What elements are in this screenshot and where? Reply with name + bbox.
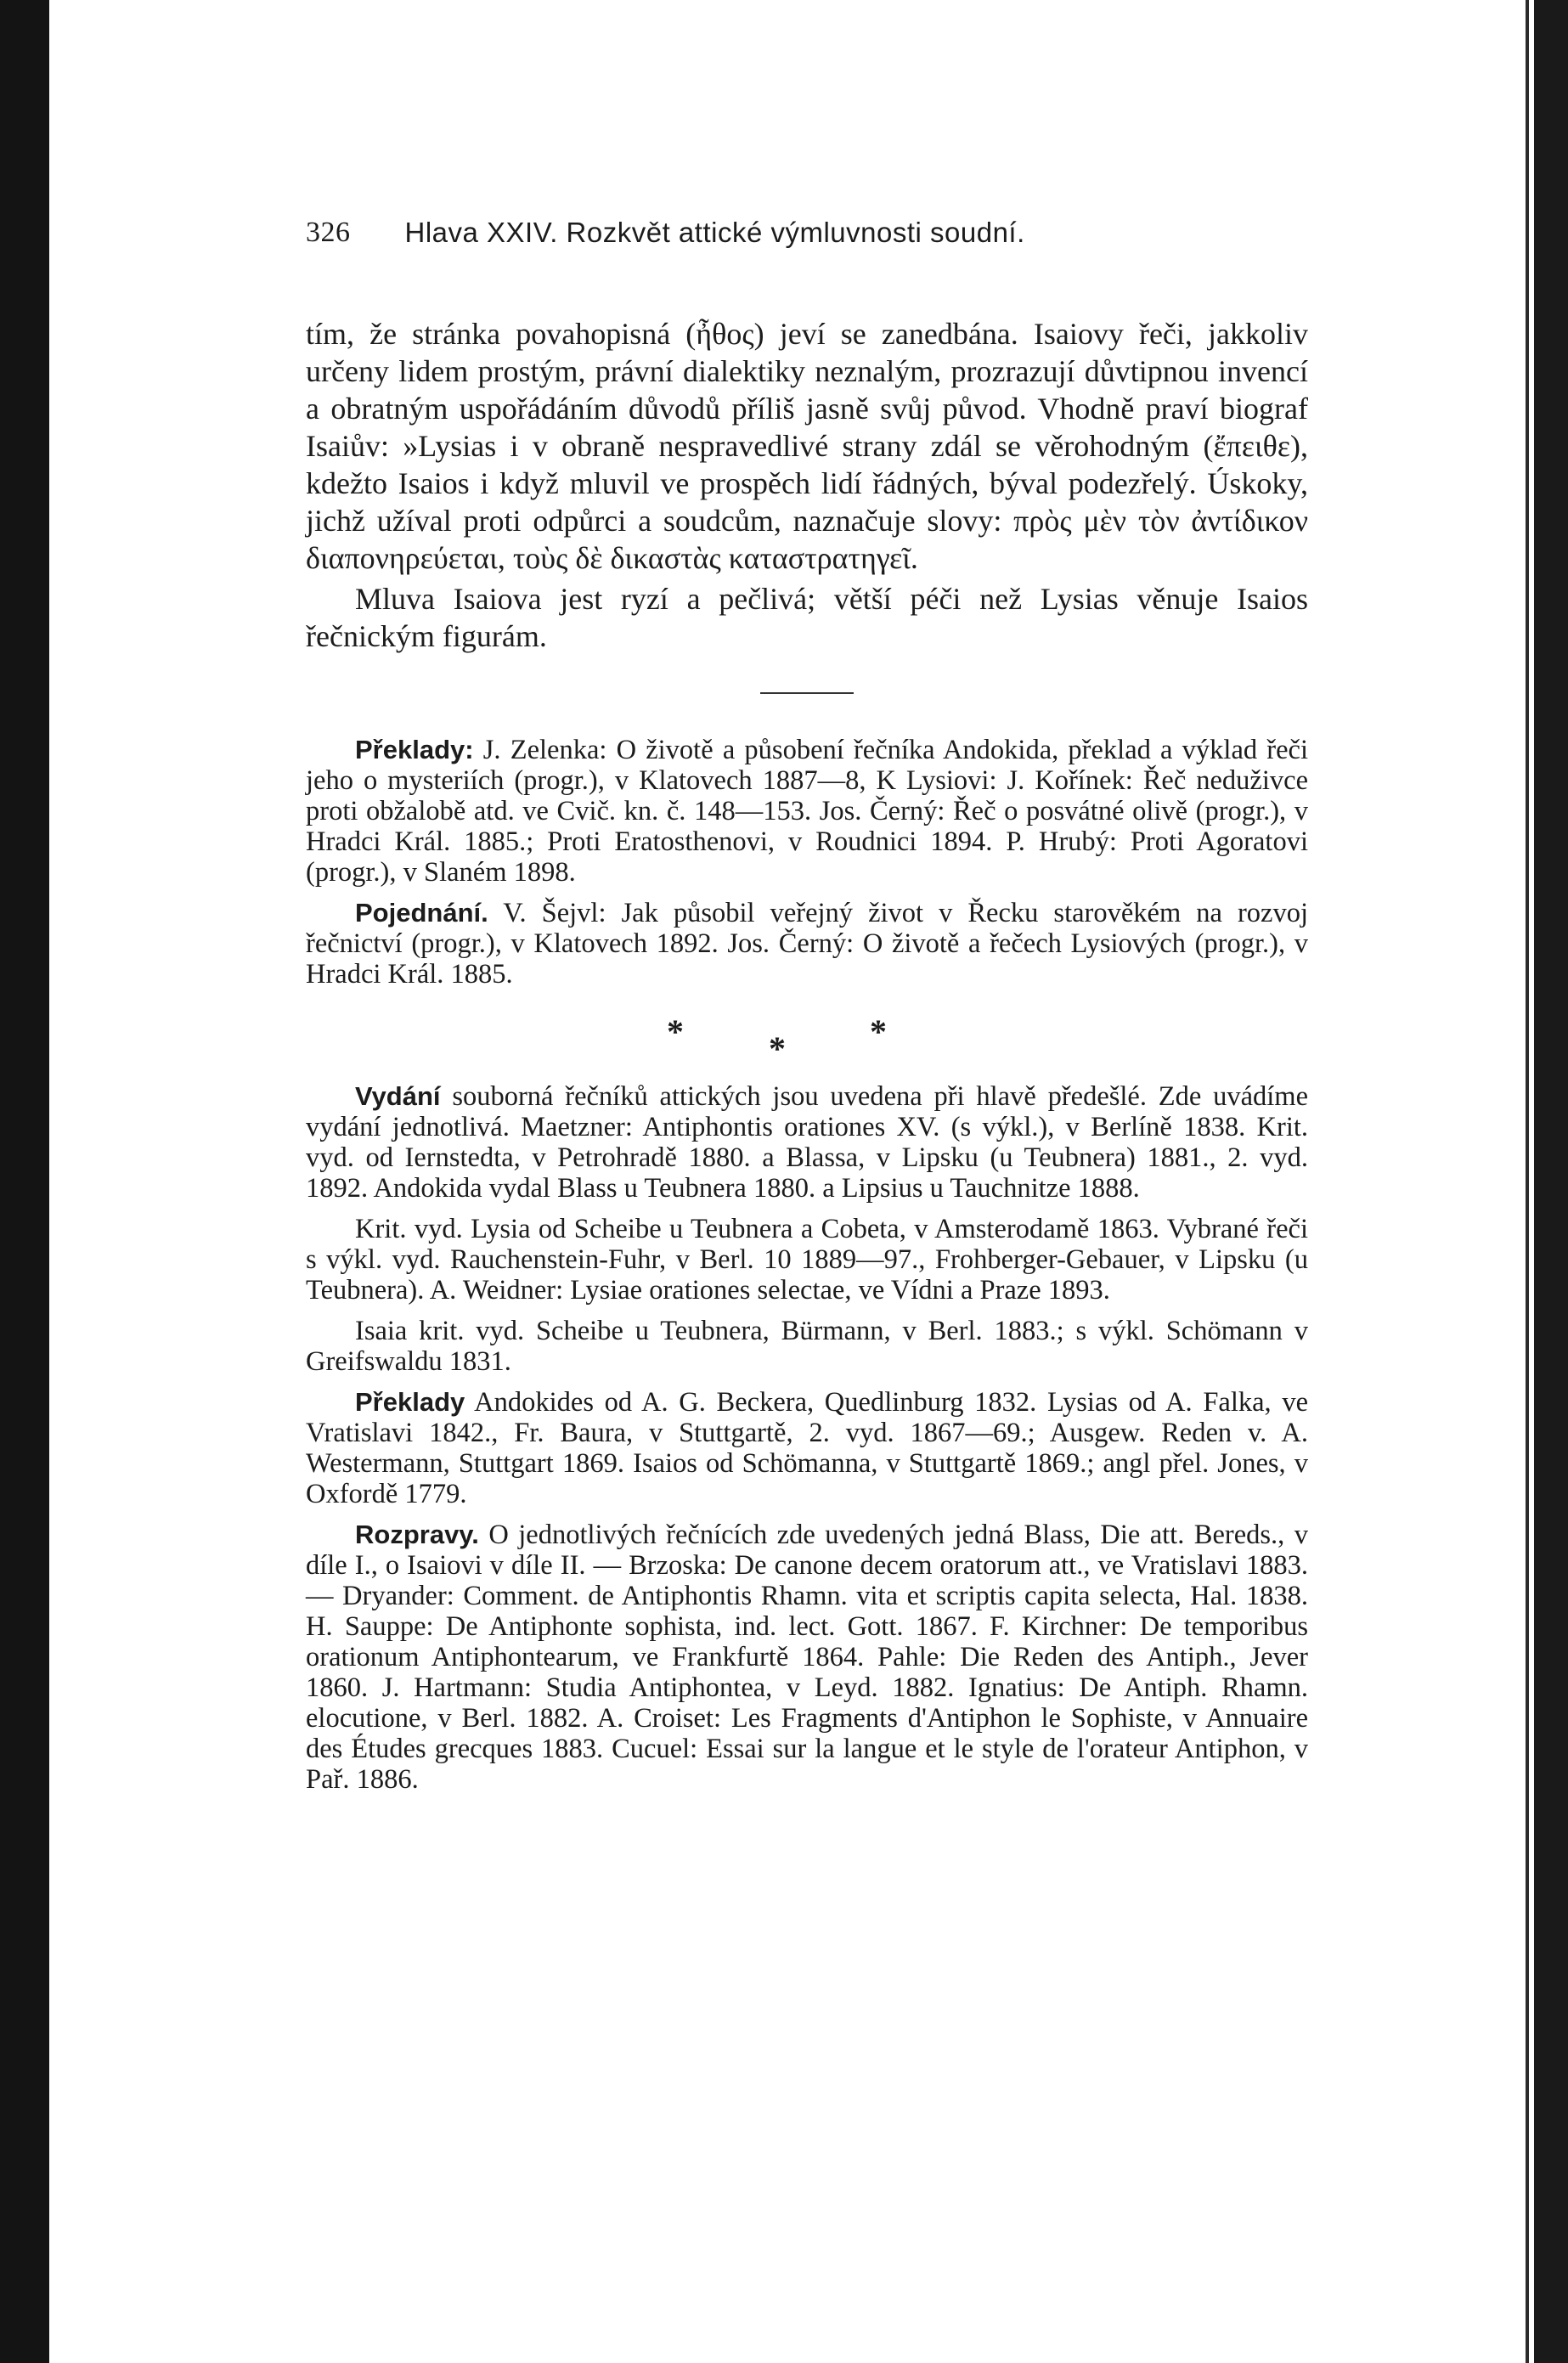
entry-text: Isaia krit. vyd. Scheibe u Teubnera, Bürmann, v Berl. 1883.; s výkl. Schömann v Greifswaldu 1831. bbox=[306, 1316, 1308, 1377]
bibliography-entry bbox=[306, 898, 1308, 990]
entry-text: V. Šejvl: Jak působil veřejný život v Řecku starověkém na rozvoj řečnictví (progr.), v Klatovech 1892. Jos. Černý: O životě a řečech Lysiových (progr.), v Hradci Král. 1885. bbox=[306, 898, 1308, 990]
entry-text: O jednotlivých řečnících zde uvedených jedná Blass, Die att. Bereds., v díle I., o Isaiovi v díle II. — Brzoska: De canone decem oratorum att., ve Vratislavi 1883. — Dryander: Comment. de Antiphontis Rhamn. vita et scriptis capita selecta, Hal. 1838. H. Sauppe: De Antiphonte sophista, ind. lect. Gott. 1867. F. Kirchner: De temporibus orationum Antiphontearum, ve Frankfurtě 1864. Pahle: Die Reden des Antiph., Jever 1860. J. Hartmann: Studia Antiphontea, v Leyd. 1882. Ignatius: De Antiph. Rhamn. elocutione, v Berl. 1882. A. Croiset: Les Fragments d'Antiphon le Sophiste, v Annuaire des Études grecques 1883. Cucuel: Essai sur la langue et le style de l'orateur Antiphon, v Pař. 1886. bbox=[306, 1520, 1308, 1795]
book-page bbox=[306, 217, 1308, 1795]
running-head bbox=[306, 217, 1308, 249]
paragraph: tím, že stránka povahopisná (ἦθος) jeví se zanedbána. Isaiovy řeči, jakkoliv určeny lidem prostým, právní dialektiky neznalým, prozrazují důvtipnou invencí a obratným uspořádáním důvodů příliš jasně svůj původ. Vhodně praví biograf Isaiův: »Lysias i v obraně nespravedlivé strany zdál se věrohodným (ἔπειθε), kdežto Isaios i když mluvil ve prospěch lidí řádných, býval podezřelý. Úskoky, jichž užíval proti odpůrci a soudcům, naznačuje slovy: πρὸς μὲν τὸν ἀντίδικον διαπονηρεύεται, τοὺς δὲ δικαστὰς καταστρατηγεῖ. bbox=[306, 317, 1308, 575]
entry-label: Rozpravy. bbox=[355, 1520, 479, 1549]
entry-text: Andokides od A. G. Beckera, Quedlinburg 1832. Lysias od A. Falka, ve Vratislavi 1842., Fr. Baura, v Stuttgartě, 2. vyd. 1867—69.; Ausgew. Reden v. A. Westermann, Stuttgart 1869. Isaios od Schömanna, v Stuttgartě 1869.; angl přel. Jones, v Oxfordě 1779. bbox=[306, 1387, 1308, 1509]
entry-label: Překlady bbox=[355, 1387, 465, 1417]
bibliography-entry bbox=[306, 1387, 1308, 1509]
entry-label: Vydání bbox=[355, 1081, 441, 1111]
bibliography-section-1 bbox=[306, 735, 1308, 990]
asterism bbox=[306, 998, 1308, 1074]
scan-edge-stripe bbox=[1526, 0, 1529, 2363]
asterisk: * bbox=[870, 1012, 887, 1051]
entry-label: Pojednání. bbox=[355, 898, 488, 928]
asterisk: * bbox=[769, 1029, 786, 1068]
bibliography-entry bbox=[306, 735, 1308, 888]
bibliography-section-2 bbox=[306, 1081, 1308, 1795]
main-text bbox=[306, 315, 1308, 655]
page-number: 326 bbox=[306, 217, 351, 248]
asterisk: * bbox=[667, 1012, 684, 1051]
chapter-title: Hlava XXIV. Rozkvět attické výmluvnosti soudní. bbox=[404, 217, 1025, 248]
bibliography-entry bbox=[306, 1316, 1308, 1377]
paragraph: Mluva Isaiova jest ryzí a pečlivá; větší péči než Lysias věnuje Isaios řečnickým figurám. bbox=[306, 582, 1308, 653]
bibliography-entry bbox=[306, 1081, 1308, 1204]
bibliography-entry bbox=[306, 1520, 1308, 1795]
section-divider bbox=[760, 692, 854, 694]
scan-edge-left bbox=[0, 0, 49, 2363]
scan-edge-right bbox=[1534, 0, 1568, 2363]
entry-text: J. Zelenka: O životě a působení řečníka Andokida, překlad a výklad řeči jeho o mysteriích (progr.), v Klatovech 1887—8, K Lysiovi: J. Kořínek: Řeč neduživce proti obžalobě atd. ve Cvič. kn. č. 148—153. Jos. Černý: Řeč o posvátné olivě (progr.), v Hradci Král. 1885.; Proti Eratosthenovi, v Roudnici 1894. P. Hrubý: Proti Agoratovi (progr.), v Slaném 1898. bbox=[306, 735, 1308, 888]
bibliography-entry bbox=[306, 1214, 1308, 1306]
entry-label: Překlady: bbox=[355, 735, 474, 764]
entry-text: Krit. vyd. Lysia od Scheibe u Teubnera a Cobeta, v Amsterodamě 1863. Vybrané řeči s výkl. vyd. Rauchenstein-Fuhr, v Berl. 10 1889—97., Frohberger-Gebauer, v Lipsku (u Teubnera). A. Weidner: Lysiae orationes selectae, ve Vídni a Praze 1893. bbox=[306, 1214, 1308, 1306]
entry-text: souborná řečníků attických jsou uvedena při hlavě předešlé. Zde uvádíme vydání jednotlivá. Maetzner: Antiphontis orationes XV. (s výkl.), v Berlíně 1838. Krit. vyd. od Iernstedta, v Petrohradě 1880. a Blassa, v Lipsku (u Teubnera) 1881., 2. vyd. 1892. Andokida vydal Blass u Teubnera 1880. a Lipsius u Tauchnitze 1888. bbox=[306, 1081, 1309, 1204]
